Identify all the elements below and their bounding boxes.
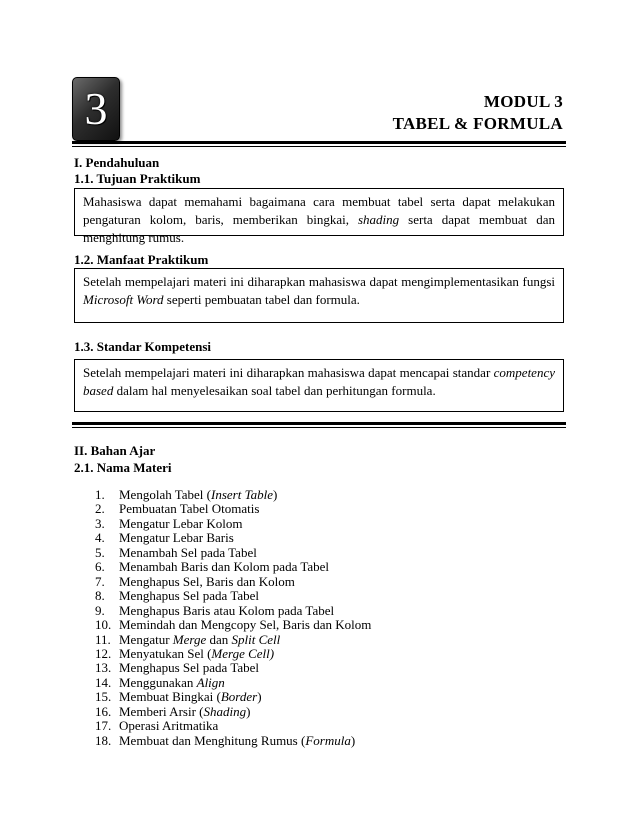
materi-item-text: Menghapus Sel pada Tabel	[119, 588, 260, 604]
materi-item-number: 17.	[95, 718, 112, 734]
materi-item	[95, 488, 371, 502]
section-heading-tujuan: 1.1. Tujuan Praktikum	[74, 171, 201, 186]
materi-item-text: )	[257, 689, 262, 705]
materi-item-italic: Border	[220, 689, 258, 705]
materi-item-text: Mengatur Lebar Baris	[119, 530, 234, 546]
materi-item	[95, 690, 371, 704]
materi-item	[95, 546, 371, 560]
materi-item-italic: Insert Table	[211, 487, 273, 502]
materi-item-text: Memindah dan Mengcopy Sel, Baris dan Kolom	[119, 617, 372, 633]
materi-item-number: 3.	[95, 515, 105, 531]
materi-item-text: Menghapus Baris atau Kolom pada Tabel	[119, 602, 335, 618]
materi-item-italic: Merge	[172, 631, 207, 647]
materi-item	[95, 719, 371, 733]
materi-item-text: )	[246, 703, 251, 719]
materi-item	[95, 633, 371, 647]
materi-item-text: )	[273, 487, 278, 502]
materi-item-text: Mengatur Lebar Kolom	[119, 515, 243, 531]
materi-item-text: Memberi Arsir (	[119, 703, 204, 719]
materi-item-text: Menghapus Sel pada Tabel	[119, 660, 260, 676]
materi-item-number: 5.	[95, 544, 105, 560]
section-divider-thick	[72, 422, 566, 425]
materi-item	[95, 531, 371, 545]
section-heading-manfaat: 1.2. Manfaat Praktikum	[74, 252, 209, 267]
materi-item-italic: Align	[196, 674, 225, 690]
manfaat-box: Setelah mempelajari materi ini diharapkan mahasiswa dapat mengimplementasikan fungsi Microsoft Word seperti pembuatan tabel dan formula.	[74, 268, 564, 323]
materi-item-number: 8.	[95, 588, 105, 604]
materi-item	[95, 502, 371, 516]
materi-item-text: )	[350, 732, 356, 748]
italic-term: shading	[357, 212, 400, 227]
materi-item	[95, 676, 371, 690]
materi-item-text: Menggunakan	[119, 674, 197, 690]
materi-item-text: Operasi Aritmatika	[119, 718, 219, 734]
materi-item	[95, 705, 371, 719]
materi-item-number: 6.	[95, 559, 105, 575]
materi-item-italic: Split Cell	[231, 631, 281, 647]
materi-item	[95, 517, 371, 531]
materi-item-text: Menambah Baris dan Kolom pada Tabel	[119, 559, 330, 575]
header-divider-thick	[72, 141, 566, 144]
materi-item	[95, 589, 371, 603]
materi-list	[95, 488, 371, 748]
standar-box: Setelah mempelajari materi ini diharapkan mahasiswa dapat mencapai standar competency based dalam hal menyelesaikan soal tabel dan perhitungan formula.	[74, 359, 564, 412]
section-heading-intro: I. Pendahuluan	[74, 155, 160, 170]
materi-item-text: Menambah Sel pada Tabel	[119, 544, 257, 560]
tujuan-box: Mahasiswa dapat memahami bagaimana cara membuat tabel serta dapat melakukan pengaturan kolom, baris, memberikan bingkai, shading serta dapat membuat dan menghitung rumus.	[74, 188, 564, 236]
materi-item-text: Membuat dan Menghitung Rumus (	[119, 732, 306, 748]
materi-item-number: 18.	[95, 732, 112, 748]
materi-item-number: 12.	[95, 645, 112, 661]
module-number: 3	[84, 83, 108, 134]
materi-item-number: 7.	[95, 573, 105, 589]
materi-item	[95, 618, 371, 632]
materi-item-text: Pembuatan Tabel Otomatis	[119, 501, 260, 517]
materi-item-number: 2.	[95, 501, 105, 517]
italic-term: competency based	[83, 365, 555, 398]
materi-item-number: 1.	[95, 487, 105, 502]
module-title-line2: TABEL & FORMULA	[392, 114, 563, 133]
module-title-line1: MODUL 3	[483, 92, 563, 111]
italic-term: Microsoft Word	[83, 292, 164, 307]
materi-item-text: dan	[206, 631, 232, 647]
materi-item	[95, 575, 371, 589]
section-heading-nama-materi: 2.1. Nama Materi	[74, 460, 172, 475]
section-heading-standar: 1.3. Standar Kompetensi	[74, 339, 211, 354]
materi-item-text: Mengolah Tabel (	[119, 487, 211, 502]
materi-item-text: Mengatur	[119, 631, 173, 647]
materi-item-italic: Shading	[203, 703, 247, 719]
materi-item	[95, 647, 371, 661]
materi-item-italic: Merge Cell)	[211, 645, 275, 661]
materi-item-number: 11.	[95, 631, 111, 647]
materi-item-text: Menyatukan Sel (	[119, 645, 212, 661]
materi-item	[95, 734, 371, 748]
header-divider-thin	[72, 146, 566, 147]
materi-item-italic: Formula	[305, 732, 351, 748]
materi-item	[95, 604, 371, 618]
materi-item	[95, 661, 371, 675]
module-number-badge	[72, 77, 120, 141]
materi-item-text: Menghapus Sel, Baris dan Kolom	[119, 573, 295, 589]
section-heading-bahan-ajar: II. Bahan Ajar	[74, 443, 156, 458]
materi-item-number: 13.	[95, 660, 112, 676]
materi-item-number: 9.	[95, 602, 105, 618]
materi-item	[95, 560, 371, 574]
materi-item-number: 14.	[95, 674, 112, 690]
materi-item-number: 15.	[95, 689, 112, 705]
materi-item-number: 4.	[95, 530, 105, 546]
section-divider-thin	[72, 427, 566, 428]
materi-item-number: 10.	[95, 617, 112, 633]
module-title	[393, 91, 563, 135]
materi-item-number: 16.	[95, 703, 112, 719]
materi-item-text: Membuat Bingkai (	[119, 689, 221, 705]
